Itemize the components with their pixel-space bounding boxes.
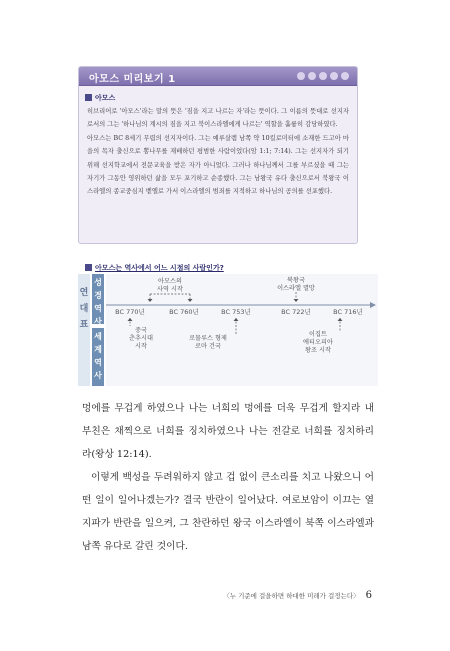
timeline-heading: 아모스는 역사에서 어느 시점의 사람인가? — [85, 263, 224, 273]
bottom-row-label: 세 계 역 사 — [94, 332, 102, 380]
timeline-chart — [78, 274, 378, 386]
year-label-3: BC 722년 — [281, 308, 311, 316]
square-bullet-icon — [85, 94, 92, 101]
year-label-0: BC 770년 — [115, 308, 145, 316]
square-bullet-icon — [85, 264, 92, 271]
bottom-event-0-line2: 춘추시대 — [129, 335, 153, 342]
box-paragraph-2: 아모스는 BC 8세기 무렵의 선지자이다. 그는 예루살렘 남쪽 약 10킬로미터에 소재한 드고아 마을의 목자 출신으로 뽕나무를 재배하던 평범한 사람이었다(암 1:1; 7:14). 그는 선지자가 되기 위해 선지학교에서 전문교육을 받은 자가 아니었다. 그러나 하나님께서 그를 부르셨을 때 그는 자기가 그동안 영위하던 삶을 모두 포기하고 순종했다. 그는 남왕국 유다 출신으로서 북왕국 이스라엘의 종교중심지 벧엘로 가서 이스라엘의 범죄를 지적하고 하나님의 공의를 선포했다. — [87, 134, 349, 196]
box-subtitle: 아모스 — [85, 93, 115, 103]
header-dots-decoration — [297, 72, 349, 80]
page-number: 6 — [365, 590, 372, 601]
top-row-label: 성 경 역 사 — [94, 278, 102, 326]
main-paragraph-1: 멍에를 무겁게 하였으나 나는 너희의 멍에를 더욱 무겁게 할지라 내 부친은 채찍으로 너희를 징치하였으나 나는 전갈로 너희를 징치하리라(왕상 12:14). — [82, 403, 374, 460]
bottom-event-2-line1: 이집트 — [309, 331, 327, 338]
top-event-0-line2: 사역 시작 — [157, 286, 183, 293]
main-paragraph-2: 이렇게 백성을 두려워하지 않고 겁 없이 큰소리를 치고 나왔으니 어떤 일이 일어나겠는가? 결국 반란이 일어났다. 여로보암이 이끄는 열 지파가 반란을 일으켜, 그 찬란하던 왕국 이스라엘이 북쪽 이스라엘과 남쪽 유다로 갈린 것이다. — [82, 472, 374, 552]
top-event-1-line2: 이스라엘 멸망 — [277, 285, 315, 292]
amos-preview-box — [78, 66, 358, 244]
box-body — [87, 105, 349, 199]
top-event-0-line1: 아모스의 — [158, 278, 182, 285]
bottom-event-0-line1: 중국 — [135, 327, 147, 334]
box-header — [79, 67, 357, 86]
year-label-2: BC 753년 — [221, 308, 251, 316]
top-event-1-line1: 북왕국 — [287, 277, 305, 284]
bottom-event-1-line1: 로물루스 형제 — [189, 335, 227, 342]
box-title: 아모스 미리보기 1 — [89, 74, 176, 85]
bottom-event-0-line3: 시작 — [135, 343, 147, 350]
left-header-label: 연 대 표 — [79, 288, 89, 330]
bottom-event-2-line3: 왕조 시작 — [305, 347, 331, 354]
bottom-event-2-line2: 에티오피아 — [303, 339, 333, 346]
year-label-1: BC 760년 — [169, 308, 199, 316]
year-label-4: BC 716년 — [333, 308, 363, 316]
page-footer — [223, 590, 372, 601]
box-paragraph-1: 히브리어로 '아모스'라는 말의 뜻은 '짐을 지고 나르는 자'라는 뜻이다. 그 이름의 뜻대로 선지자로서의 그는 '하나님의 계시의 짐을 지고 북이스라엘에게 나르는' 역할을 훌륭히 감당하였다. — [87, 108, 349, 129]
main-text — [82, 397, 374, 558]
running-title: 〈누 기준에 걸을하면 하대한 미래가 걸정는다〉 — [223, 592, 360, 600]
bottom-event-1-line2: 로마 건국 — [195, 343, 221, 350]
